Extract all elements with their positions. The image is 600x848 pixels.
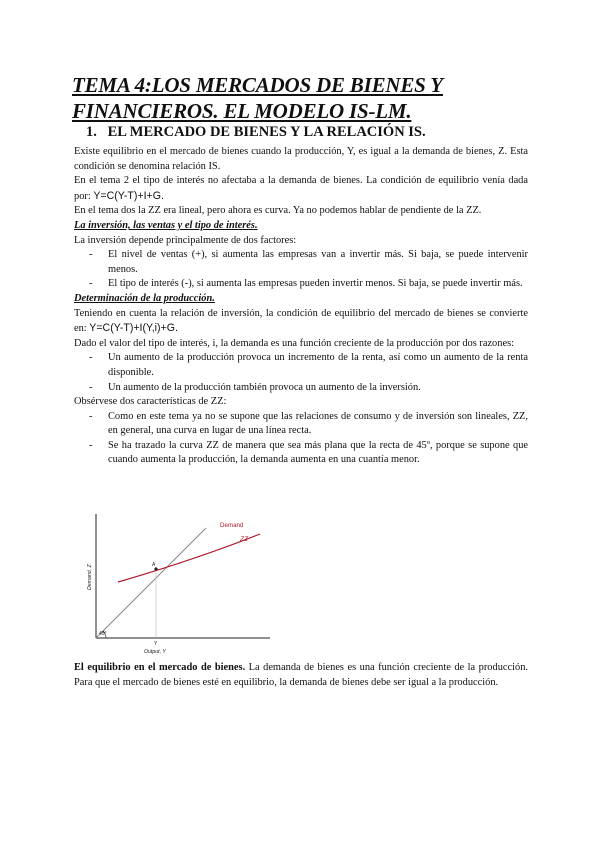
- demand-label: Demand: [220, 522, 244, 529]
- paragraph-characteristics: Obsérvese dos características de ZZ:: [74, 396, 227, 408]
- paragraph-tema2-text: En el tema 2 el tipo de interés no afectaba a la demanda de bienes. La condición de equilibrio venía dada por:: [74, 175, 528, 202]
- section-number: 1.: [86, 124, 97, 140]
- y-axis-label: Demand, Z: [87, 564, 93, 590]
- subheading-investment: La inversión, las ventas y el tipo de interés.: [74, 219, 258, 231]
- formula-is: Y=C(Y-T)+I(Y,i)+G.: [89, 322, 178, 335]
- paragraph-zz: En el tema dos la ZZ era lineal, pero ahora es curva. Ya no podemos hablar de pendiente de la ZZ.: [74, 205, 482, 217]
- goods-market-diagram: [82, 510, 272, 660]
- formula-equilibrium: Y=C(Y-T)+I+G.: [93, 189, 164, 202]
- list-characteristics: [74, 410, 528, 468]
- paragraph-equilibrium: Existe equilibrio en el mercado de bienes cuando la producción, Y, es igual a la demanda de bienes, Z. Esta condición se denomina relación IS.: [74, 146, 528, 172]
- paragraph-production-text: Teniendo en cuenta la relación de inversión, la condición de equilibrio del mercado de bienes se convierte en:: [74, 307, 528, 335]
- paragraph-demand-function: Dado el valor del tipo de interés, i, la demanda es una función creciente de la producción por dos razones:: [74, 337, 514, 349]
- paragraph-goods-equilibrium: [74, 661, 528, 690]
- paragraph-goods-equilibrium-text: La demanda de bienes es una función creciente de la producción. Para que el mercado de bienes esté en equilibrio, la demanda de bienes debe ser igual a la producción.: [74, 662, 528, 688]
- zz-label: ZZ: [240, 536, 248, 543]
- list-investment-factors: [74, 248, 528, 292]
- list-reasons: [74, 351, 528, 395]
- paragraph-tema2: [74, 174, 528, 204]
- list-item: - El nivel de ventas (+), si aumenta las empresas van a invertir más. Si baja, se puede intervenir menos.: [74, 248, 528, 277]
- 45-degree-line: [96, 528, 206, 638]
- section-heading-text: EL MERCADO DE BIENES Y LA RELACIÓN IS.: [107, 124, 426, 140]
- y-tick-label: Y: [154, 641, 158, 647]
- zz-demand-curve: [118, 534, 260, 582]
- x-axis-label: Output, Y: [144, 649, 166, 655]
- list-item: - Un aumento de la producción provoca un incremento de la renta, así como un aumento de la renta disponible.: [74, 351, 528, 380]
- bold-lead: El equilibrio en el mercado de bienes.: [74, 662, 246, 673]
- angle-label: 45°: [99, 631, 107, 637]
- list-item: - El tipo de interés (-), si aumenta las empresas pueden invertir menos. Si baja, se puede invertir más.: [74, 277, 528, 292]
- page-title: TEMA 4:LOS MERCADOS DE BIENES Y FINANCIEROS. EL MODELO IS-LM.: [72, 73, 443, 123]
- list-item: - Un aumento de la producción también provoca un aumento de la inversión.: [74, 381, 528, 396]
- list-item: - Se ha trazado la curva ZZ de manera que sea más plana que la recta de 45º, porque se supone que cuando aumenta la producción, la demanda aumenta en una cuantía menor.: [74, 439, 528, 468]
- section-heading: [86, 124, 426, 141]
- paragraph-investment-intro: La inversión depende principalmente de dos factores:: [74, 234, 297, 246]
- document-body: [74, 145, 528, 468]
- subheading-production: Determinación de la producción.: [74, 292, 215, 304]
- list-item: - Como en este tema ya no se supone que las relaciones de consumo y de inversión son lineales, ZZ, en general, una curva en lugar de una línea recta.: [74, 410, 528, 439]
- point-label: A: [152, 562, 156, 568]
- paragraph-production: [74, 307, 528, 337]
